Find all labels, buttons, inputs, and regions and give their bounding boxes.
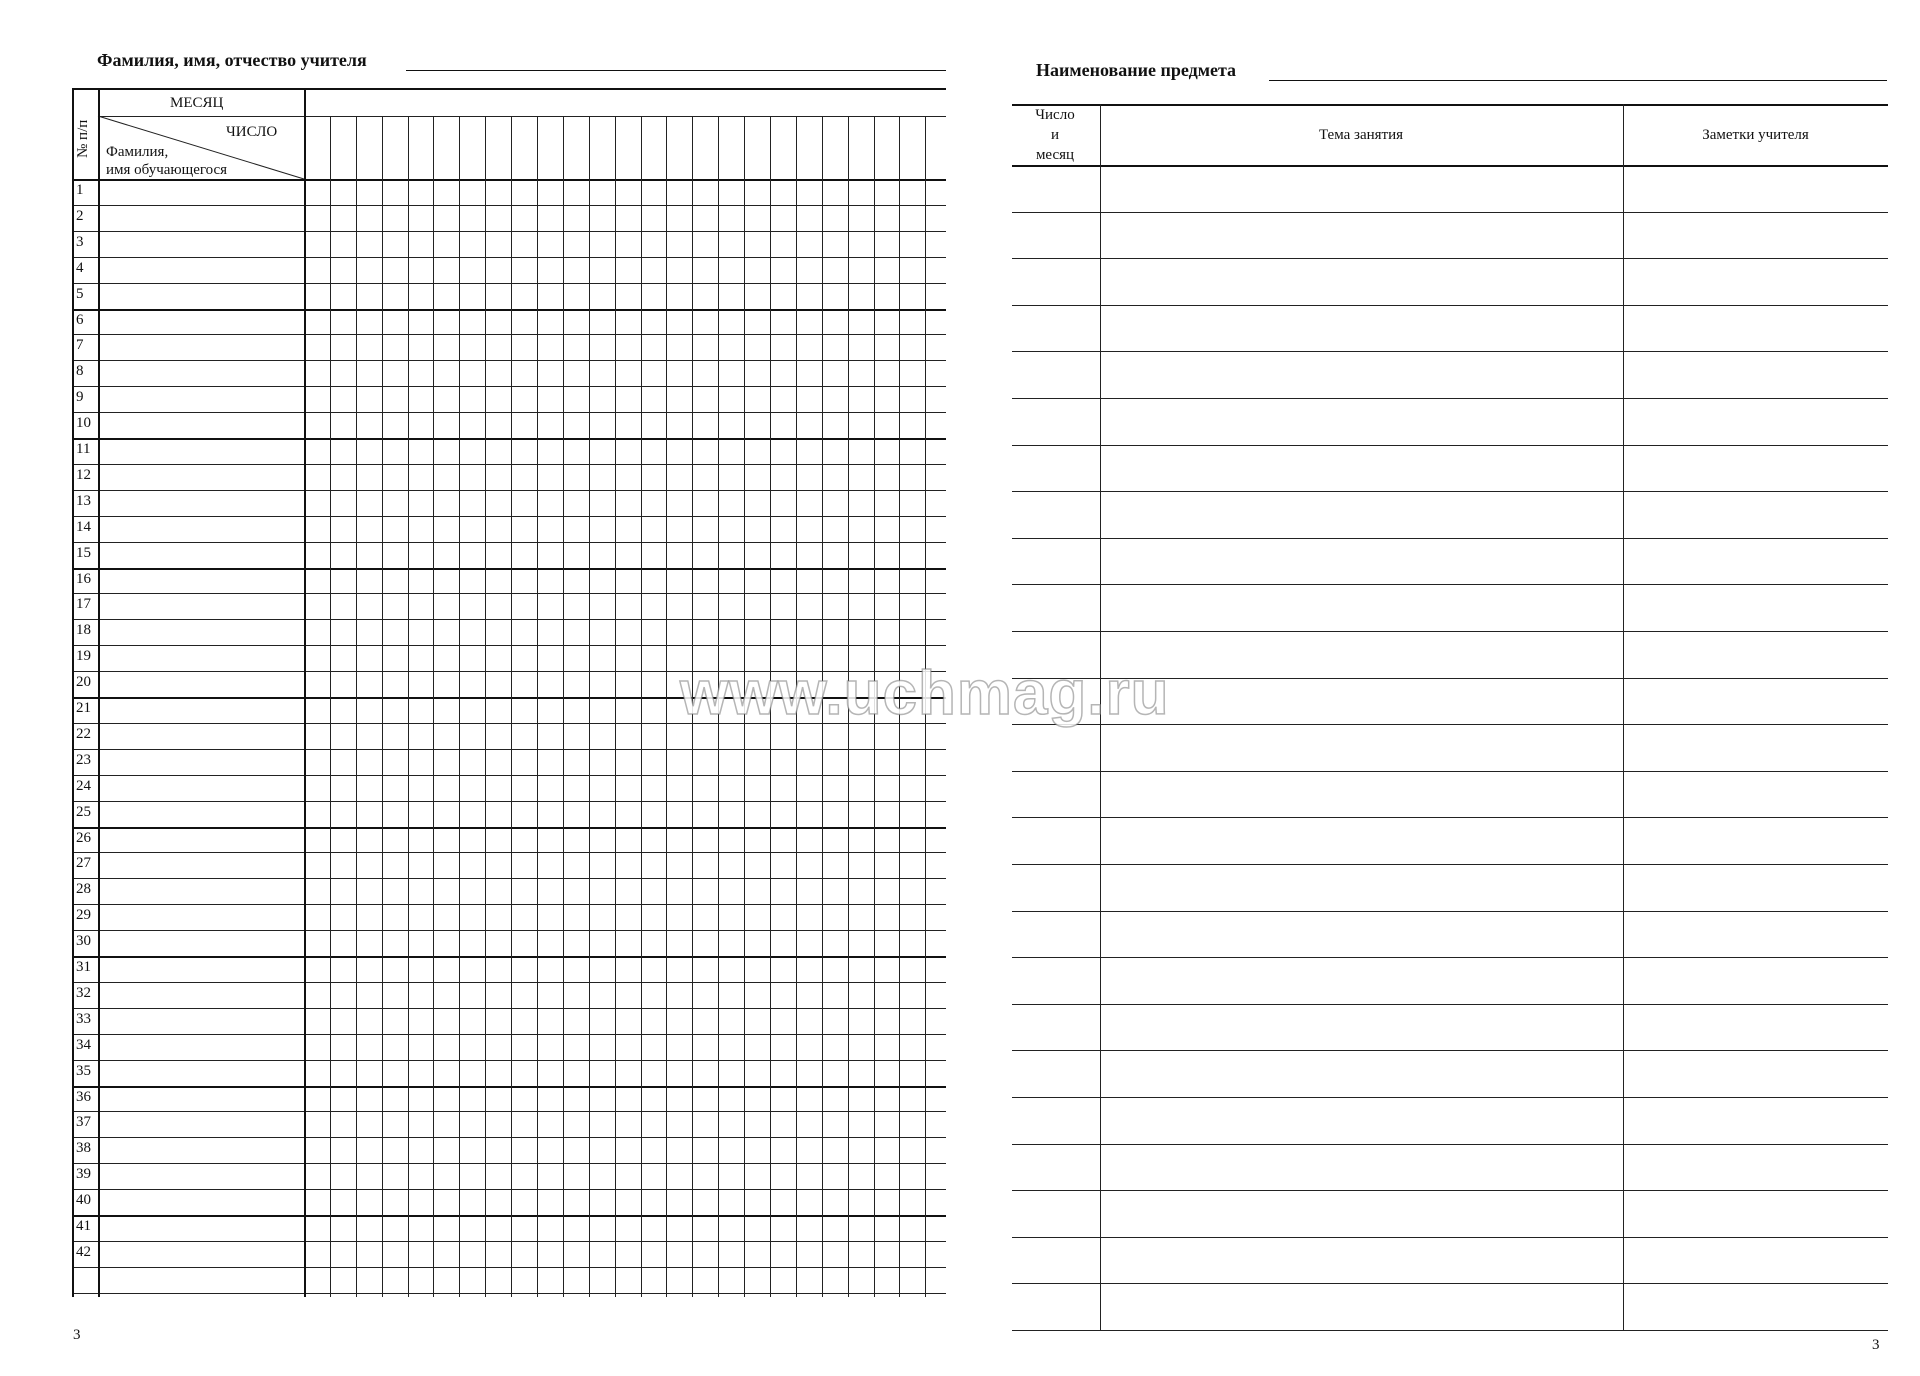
- row-number: 42: [76, 1244, 91, 1260]
- topic-column-border: [1623, 104, 1624, 1330]
- left-page-number: 3: [73, 1327, 81, 1343]
- student-row-line: [72, 386, 946, 387]
- row-number: 19: [76, 648, 91, 664]
- teacher-name-label: Фамилия, имя, отчество учителя: [97, 50, 367, 70]
- student-row-line: [72, 1267, 946, 1268]
- day-column-line: [589, 116, 590, 1297]
- student-row-line: [72, 827, 946, 829]
- header-diagonal: [0, 0, 960, 200]
- student-row-line: [72, 1293, 946, 1294]
- student-row-line: [72, 205, 946, 206]
- day-column-line: [666, 116, 667, 1297]
- student-row-line: [72, 334, 946, 335]
- row-number: 6: [76, 312, 84, 328]
- row-number: 2: [76, 208, 84, 224]
- student-row-line: [72, 852, 946, 853]
- header-bottom-border: [72, 179, 946, 181]
- row-number: 23: [76, 752, 91, 768]
- lesson-row-line: [1012, 864, 1888, 865]
- row-number: 39: [76, 1166, 91, 1182]
- column-topic: Тема занятия: [1318, 127, 1404, 143]
- grid-top-border: [72, 88, 946, 90]
- student-row-line: [72, 231, 946, 232]
- student-row-line: [72, 412, 946, 413]
- day-column-line: [511, 116, 512, 1297]
- row-number: 20: [76, 674, 91, 690]
- student-row-line: [72, 930, 946, 931]
- row-number: 41: [76, 1218, 91, 1234]
- student-row-line: [72, 1137, 946, 1138]
- row-number: 14: [76, 519, 91, 535]
- day-column-line: [563, 116, 564, 1297]
- student-row-line: [72, 1241, 946, 1242]
- row-number: 33: [76, 1011, 91, 1027]
- row-number: 16: [76, 571, 91, 587]
- lesson-row-line: [1012, 491, 1888, 492]
- lesson-row-line: [1012, 212, 1888, 213]
- student-row-line: [72, 464, 946, 465]
- row-number: 11: [76, 441, 91, 457]
- row-number: 7: [76, 337, 84, 353]
- day-column-line: [330, 116, 331, 1297]
- student-row-line: [72, 1215, 946, 1217]
- watermark: www.uchmag.ru: [680, 659, 1170, 728]
- student-row-line: [72, 956, 946, 958]
- lesson-row-line: [1012, 1050, 1888, 1051]
- student-row-line: [72, 1086, 946, 1088]
- lesson-row-line: [1012, 305, 1888, 306]
- month-row-line: [98, 116, 946, 117]
- day-column-line: [382, 116, 383, 1297]
- student-row-line: [72, 645, 946, 646]
- day-column-line: [485, 116, 486, 1297]
- student-row-line: [72, 1008, 946, 1009]
- lesson-row-line: [1012, 911, 1888, 912]
- lesson-row-line: [1012, 258, 1888, 259]
- student-row-line: [72, 1163, 946, 1164]
- student-row-line: [72, 1034, 946, 1035]
- student-row-line: [72, 904, 946, 905]
- row-number: 24: [76, 778, 91, 794]
- day-column-line: [537, 116, 538, 1297]
- student-row-line: [72, 749, 946, 750]
- student-row-line: [72, 775, 946, 776]
- student-row-line: [72, 801, 946, 802]
- lesson-row-line: [1012, 445, 1888, 446]
- student-row-line: [72, 542, 946, 543]
- student-row-line: [72, 1111, 946, 1112]
- row-number: 15: [76, 545, 91, 561]
- header-month: МЕСЯЦ: [170, 95, 224, 111]
- number-column-border: [98, 88, 100, 1297]
- student-row-line: [72, 490, 946, 491]
- row-number: 8: [76, 363, 84, 379]
- lesson-row-line: [1012, 538, 1888, 539]
- lesson-row-line: [1012, 398, 1888, 399]
- row-number: 40: [76, 1192, 91, 1208]
- table-header-border: [1012, 165, 1888, 167]
- lesson-row-line: [1012, 351, 1888, 352]
- row-number: 22: [76, 726, 91, 742]
- student-row-line: [72, 568, 946, 570]
- student-row-line: [72, 283, 946, 284]
- row-number: 31: [76, 959, 91, 975]
- row-number: 26: [76, 830, 91, 846]
- student-row-line: [72, 1189, 946, 1190]
- lesson-row-line: [1012, 1283, 1888, 1284]
- row-number: 37: [76, 1114, 91, 1130]
- row-number: 10: [76, 415, 91, 431]
- row-number: 4: [76, 260, 84, 276]
- grid-left-border: [72, 88, 74, 1297]
- row-number: 18: [76, 622, 91, 638]
- lesson-row-line: [1012, 817, 1888, 818]
- student-row-line: [72, 1060, 946, 1061]
- student-row-line: [72, 878, 946, 879]
- student-row-line: [72, 516, 946, 517]
- column-notes: Заметки учителя: [1702, 127, 1809, 143]
- lesson-row-line: [1012, 771, 1888, 772]
- student-row-line: [72, 619, 946, 620]
- day-column-line: [408, 116, 409, 1297]
- day-column-line: [433, 116, 434, 1297]
- column-date-1: Число: [1035, 107, 1075, 123]
- lesson-row-line: [1012, 1190, 1888, 1191]
- student-row-line: [72, 982, 946, 983]
- row-number: 21: [76, 700, 91, 716]
- day-column-line: [356, 116, 357, 1297]
- row-number: 3: [76, 234, 84, 250]
- row-number: 12: [76, 467, 91, 483]
- table-top-border: [1012, 104, 1888, 106]
- student-row-line: [72, 593, 946, 594]
- header-day: ЧИСЛО: [226, 124, 278, 140]
- lesson-row-line: [1012, 1097, 1888, 1098]
- column-date-3: месяц: [1035, 147, 1075, 163]
- row-number: 1: [76, 182, 84, 198]
- row-number: 32: [76, 985, 91, 1001]
- row-number: 9: [76, 389, 84, 405]
- lesson-row-line: [1012, 1237, 1888, 1238]
- row-number: 25: [76, 804, 91, 820]
- subject-label: Наименование предмета: [1036, 60, 1237, 80]
- student-row-line: [72, 309, 946, 311]
- row-number: 38: [76, 1140, 91, 1156]
- subject-name-field[interactable]: [1269, 80, 1887, 81]
- student-row-line: [72, 360, 946, 361]
- right-page-number: 3: [1872, 1337, 1880, 1353]
- row-number: 17: [76, 596, 91, 612]
- student-row-line: [72, 257, 946, 258]
- header-student-name-2: имя обучающегося: [106, 162, 228, 178]
- row-number: 36: [76, 1089, 91, 1105]
- lesson-row-line: [1012, 1330, 1888, 1331]
- lesson-row-line: [1012, 1144, 1888, 1145]
- day-column-line: [615, 116, 616, 1297]
- day-column-line: [641, 116, 642, 1297]
- row-number: 34: [76, 1037, 91, 1053]
- row-number: 27: [76, 855, 91, 871]
- lesson-row-line: [1012, 1004, 1888, 1005]
- column-date-2: и: [1050, 127, 1060, 143]
- row-number: 30: [76, 933, 91, 949]
- row-number: 5: [76, 286, 84, 302]
- header-student-name-1: Фамилия,: [106, 144, 169, 160]
- row-number: 13: [76, 493, 91, 509]
- student-row-line: [72, 438, 946, 440]
- lesson-row-line: [1012, 957, 1888, 958]
- lesson-row-line: [1012, 631, 1888, 632]
- name-column-border: [304, 88, 306, 1297]
- row-number: 28: [76, 881, 91, 897]
- header-row-number: № п/п: [75, 119, 91, 158]
- row-number: 29: [76, 907, 91, 923]
- row-number: 35: [76, 1063, 91, 1079]
- day-column-line: [459, 116, 460, 1297]
- lesson-row-line: [1012, 584, 1888, 585]
